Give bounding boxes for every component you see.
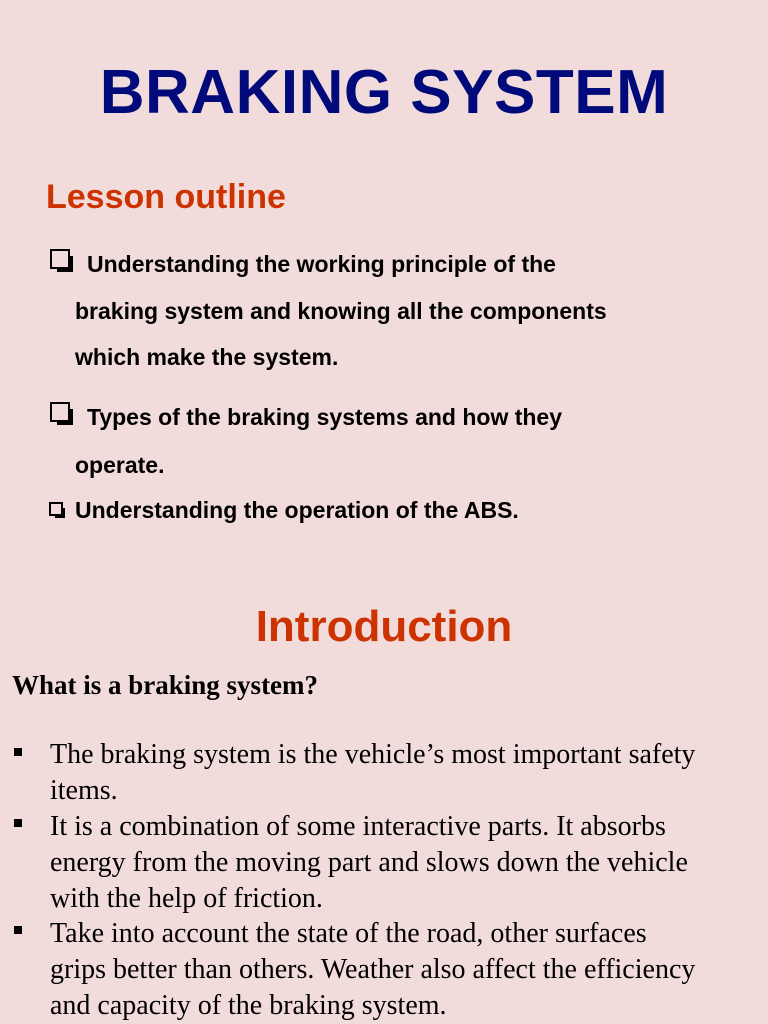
bullet-text-line: Take into account the state of the road, other surfaces xyxy=(50,918,647,949)
outline-item-line: Understanding the operation of the ABS. xyxy=(75,497,519,523)
outline-item-line: which make the system. xyxy=(75,344,339,370)
bullet-text-line: with the help of friction. xyxy=(50,883,323,914)
square-bullet-icon xyxy=(14,748,22,756)
outline-item-line: Types of the braking systems and how they xyxy=(87,404,563,430)
checkbox-bullet-icon xyxy=(50,402,70,422)
introduction-heading: Introduction xyxy=(255,602,513,651)
lesson-outline-heading: Lesson outline xyxy=(46,178,286,216)
bullet-text-line: energy from the moving part and slows down the vehicle xyxy=(50,847,688,878)
bullet-text-line: items. xyxy=(50,775,118,806)
checkbox-bullet-icon xyxy=(49,502,63,516)
square-bullet-icon xyxy=(14,819,22,827)
bullet-text-line: and capacity of the braking system. xyxy=(50,990,447,1021)
checkbox-bullet-icon xyxy=(50,249,70,269)
bullet-text-line: The braking system is the vehicle’s most important safety xyxy=(50,739,696,770)
square-bullet-icon xyxy=(14,926,22,934)
outline-item-line: braking system and knowing all the components xyxy=(75,298,607,324)
bullet-text-line: grips better than others. Weather also affect the efficiency xyxy=(50,954,696,985)
page-title: BRAKING SYSTEM xyxy=(99,58,669,127)
question-heading: What is a braking system? xyxy=(12,670,319,700)
bullet-text-line: It is a combination of some interactive parts. It absorbs xyxy=(50,811,666,842)
outline-item-line: Understanding the working principle of the xyxy=(87,251,556,277)
outline-item-line: operate. xyxy=(75,452,165,478)
